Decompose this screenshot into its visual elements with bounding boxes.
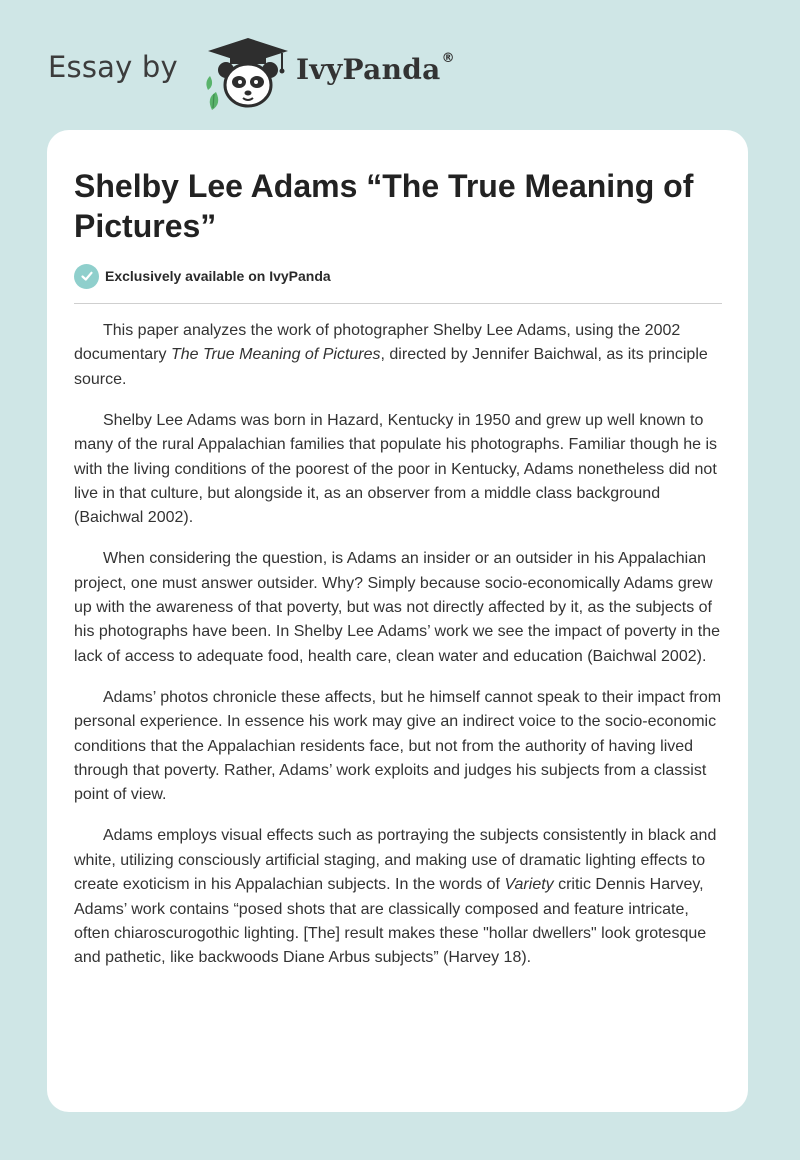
site-header bbox=[0, 0, 800, 110]
check-circle-icon bbox=[74, 264, 99, 289]
exclusive-badge bbox=[74, 263, 331, 289]
paragraph bbox=[74, 319, 726, 392]
paragraph-text: Adams employs visual effects such as portraying the subjects consistently in black and white, utilizing consciously artificial staging, and making use of dramatic lighting effects to create exoticism in his Appalachian subjects. In the words of bbox=[74, 827, 717, 894]
paragraph: Adams’ photos chronicle these affects, but he himself cannot speak to their impact from personal experience. In essence his work may give an indirect voice to the socio-economic conditions that the Appalachian residents face, but not from the authority of having lived through that poverty. Rather, Adams’ work exploits and judges his subjects from a classist point of view. bbox=[74, 688, 722, 804]
brand-logo[interactable] bbox=[296, 53, 455, 86]
paragraph-text: critic Dennis Harvey, Adams’ work contains “posed shots that are classically composed and feature intricate, often chiaroscurogothic lighting. [The] result makes these "hollar dwellers" look grotesque and pathetic, like backwoods Diane Arbus subjects” (Harvey 18). bbox=[74, 876, 707, 967]
essay-card bbox=[47, 130, 748, 1112]
divider bbox=[74, 303, 722, 304]
brand-name: IvyPanda bbox=[296, 53, 441, 86]
panda-graduate-icon[interactable] bbox=[204, 36, 292, 110]
paragraph: Shelby Lee Adams was born in Hazard, Kentucky in 1950 and grew up well known to many of the rural Appalachian families that populate his photographs. Familiar though he is with the living conditions of the poorest of the poor in Kentucky, Adams nonetheless did not live in that culture, but alongside it, as an observer from a middle class background (Baichwal 2002). bbox=[74, 411, 718, 527]
essay-by-label: Essay by bbox=[48, 50, 178, 84]
essay-title: Shelby Lee Adams “The True Meaning of Pictures” bbox=[74, 168, 694, 244]
paragraph-text: , directed by Jennifer Baichwal, as its principle source. bbox=[74, 346, 708, 388]
paragraph bbox=[74, 824, 726, 970]
exclusive-badge-text: Exclusively available on IvyPanda bbox=[105, 268, 331, 284]
essay-body bbox=[74, 319, 726, 987]
paragraph-text: This paper analyzes the work of photographer Shelby Lee Adams, using the 2002 documentary bbox=[74, 322, 681, 364]
paragraph: When considering the question, is Adams an insider or an outsider in his Appalachian project, one must answer outsider. Why? Simply because socio-economically Adams grew up with the awareness of that poverty, but was not directly affected by it, as the subjects of his photographs have been. In Shelby Lee Adams’ work we see the impact of poverty in the lack of access to adequate food, health care, clean water and education (Baichwal 2002). bbox=[74, 550, 721, 665]
film-title: The True Meaning of Pictures bbox=[170, 346, 381, 364]
registered-mark: ® bbox=[441, 51, 455, 66]
publication-title: Variety bbox=[504, 876, 554, 894]
